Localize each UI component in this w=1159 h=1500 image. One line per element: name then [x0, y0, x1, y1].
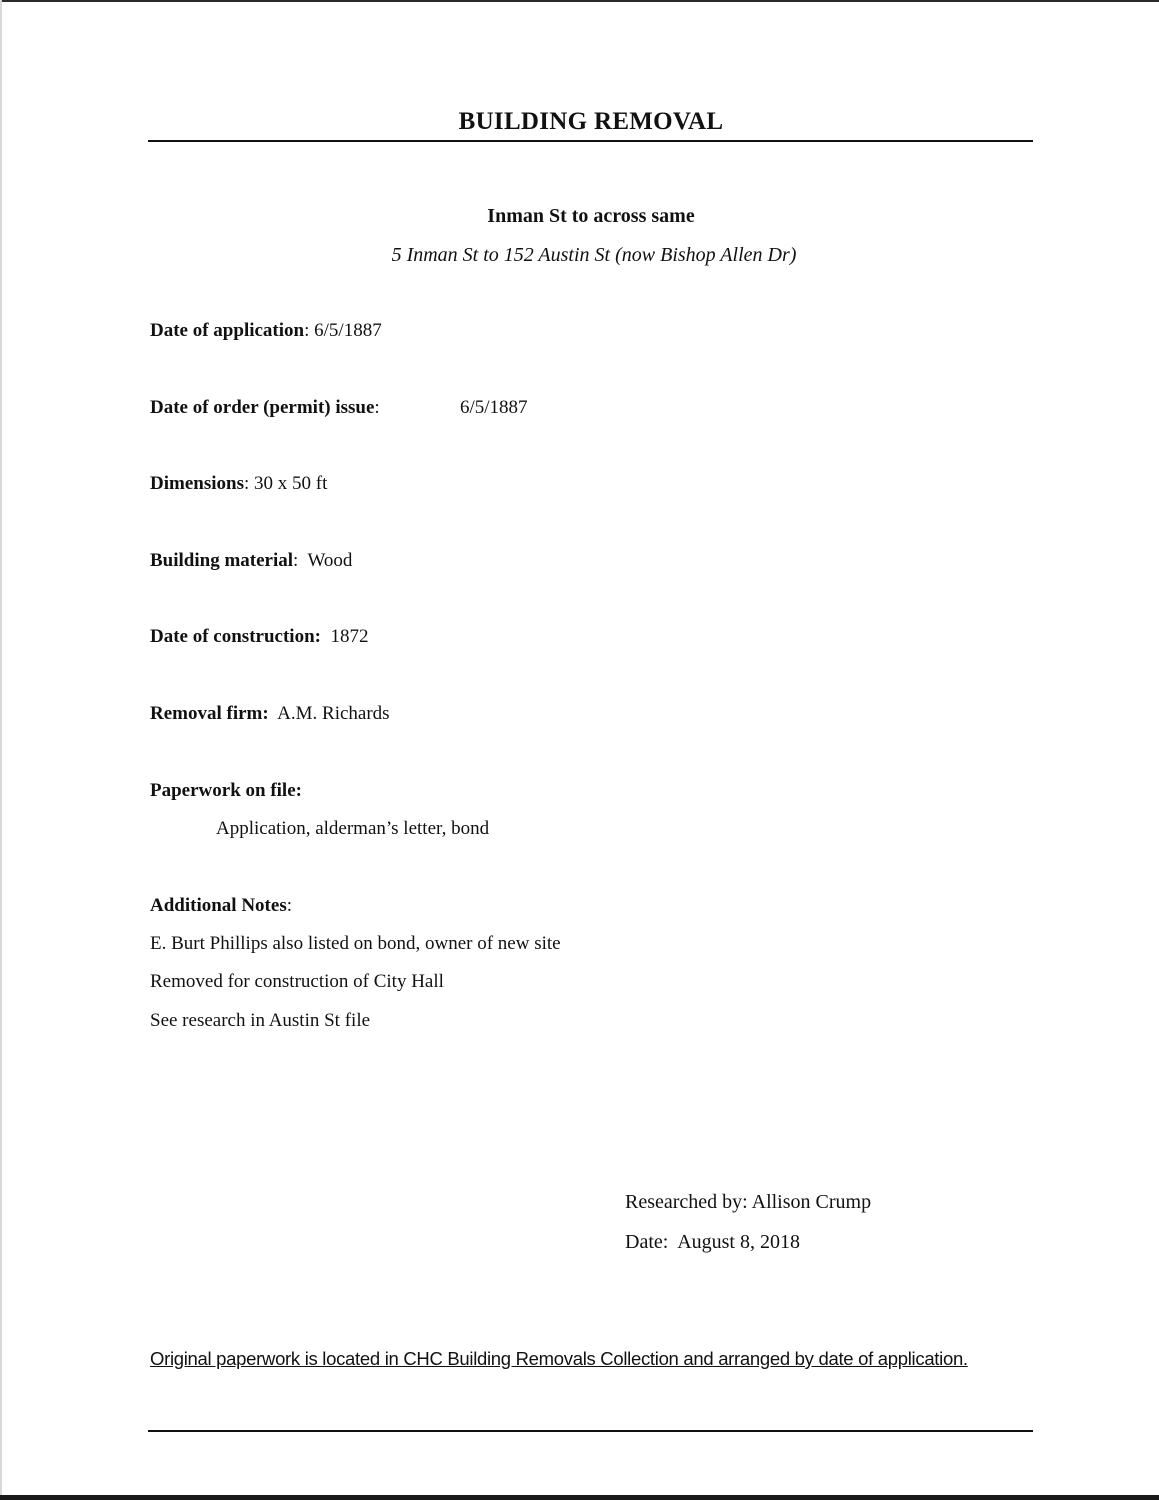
- field-value: 30 x 50 ft: [254, 473, 328, 494]
- notes-label-separator: :: [286, 895, 292, 916]
- field-separator: [269, 703, 277, 724]
- footer-note: Original paperwork is located in CHC Building Removals Collection and arranged by date of application.: [150, 1348, 968, 1369]
- document-title: BUILDING REMOVAL: [458, 108, 724, 135]
- route-heading: Inman St to across same: [487, 205, 695, 227]
- field-date-of-construction: [150, 626, 368, 648]
- field-date-of-application: [150, 320, 382, 342]
- field-value: 6/5/1887: [460, 397, 528, 418]
- field-separator: :: [304, 320, 315, 341]
- researched-by: Researched by: Allison Crump: [625, 1191, 872, 1213]
- research-date: Date: August 8, 2018: [625, 1231, 800, 1253]
- field-value: Wood: [307, 550, 353, 571]
- field-date-of-order: [150, 397, 528, 419]
- field-building-material: [150, 550, 352, 572]
- field-label: Dimensions: [150, 473, 244, 494]
- scan-edge-bottom: [0, 1495, 1159, 1500]
- paperwork-value: Application, alderman’s letter, bond: [216, 818, 490, 839]
- address-line: 5 Inman St to 152 Austin St (now Bishop Allen Dr): [391, 244, 797, 266]
- field-label: Building material: [150, 550, 294, 571]
- field-dimensions: [150, 473, 327, 495]
- footer-rule: [148, 1430, 1033, 1432]
- paperwork-label: Paperwork on file:: [150, 780, 302, 801]
- notes-label-text: Additional Notes: [150, 895, 287, 916]
- field-removal-firm: [150, 703, 390, 725]
- field-label: Date of construction:: [150, 626, 321, 647]
- field-label: Date of application: [150, 320, 305, 341]
- note-line: See research in Austin St file: [150, 1010, 371, 1031]
- field-separator: :: [374, 397, 380, 418]
- title-rule: [148, 140, 1033, 142]
- field-value: 1872: [330, 626, 369, 647]
- field-label: Date of order (permit) issue: [150, 397, 375, 418]
- field-value: 6/5/1887: [314, 320, 382, 341]
- note-line: Removed for construction of City Hall: [150, 971, 444, 992]
- field-separator: :: [293, 550, 308, 571]
- scan-edge-top: [0, 0, 1159, 2]
- field-separator: :: [243, 473, 254, 494]
- field-label: Removal firm:: [150, 703, 269, 724]
- additional-notes-label: [150, 895, 292, 917]
- note-line: E. Burt Phillips also listed on bond, owner of new site: [150, 933, 561, 954]
- field-value: A.M. Richards: [277, 703, 390, 724]
